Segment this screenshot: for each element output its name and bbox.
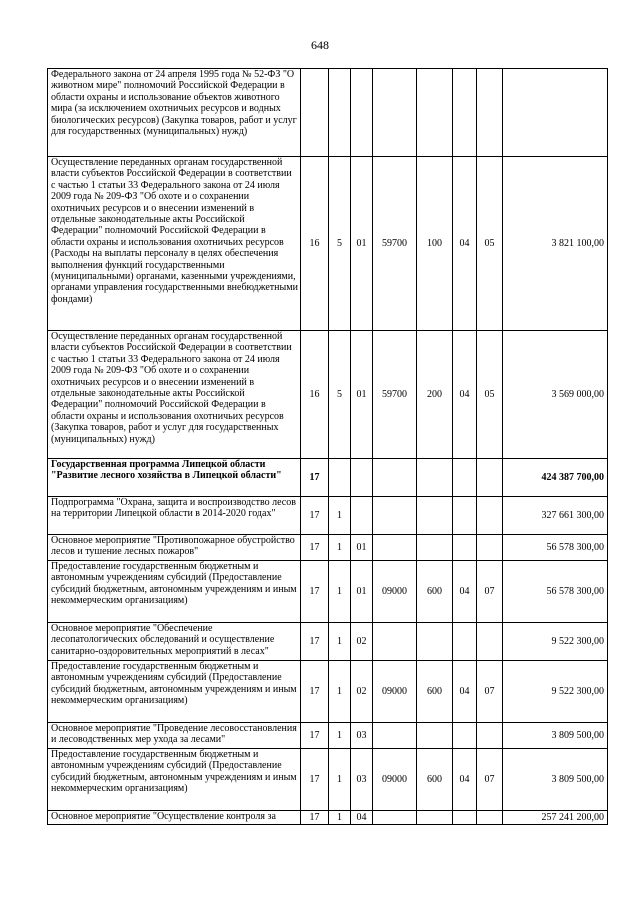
row-amount: 56 578 300,00 bbox=[503, 535, 608, 561]
row-code-c4: 09000 bbox=[373, 561, 417, 623]
row-code-c5 bbox=[417, 69, 453, 157]
row-code-c7: 07 bbox=[477, 561, 503, 623]
row-code-c1: 17 bbox=[301, 749, 329, 811]
row-code-c2: 1 bbox=[329, 749, 351, 811]
row-description: Основное мероприятие "Обеспечение лесопатологических обследований и осуществление санитарно-оздоровительных мероприятий в лесах" bbox=[48, 623, 301, 661]
page-number: 648 bbox=[311, 38, 329, 52]
row-amount: 3 809 500,00 bbox=[503, 749, 608, 811]
row-code-c2: 1 bbox=[329, 561, 351, 623]
row-code-c2: 5 bbox=[329, 157, 351, 331]
row-description: Государственная программа Липецкой области "Развитие лесного хозяйства в Липецкой области" bbox=[48, 459, 301, 497]
row-code-c3 bbox=[351, 497, 373, 535]
row-code-c6 bbox=[453, 497, 477, 535]
row-code-c7 bbox=[477, 69, 503, 157]
row-code-c7: 05 bbox=[477, 331, 503, 459]
row-code-c3: 04 bbox=[351, 811, 373, 825]
row-amount: 327 661 300,00 bbox=[503, 497, 608, 535]
row-code-c6 bbox=[453, 623, 477, 661]
row-code-c3 bbox=[351, 69, 373, 157]
table-row bbox=[48, 811, 608, 825]
row-code-c4 bbox=[373, 459, 417, 497]
row-amount bbox=[503, 69, 608, 157]
row-code-c2: 5 bbox=[329, 331, 351, 459]
row-code-c6 bbox=[453, 535, 477, 561]
row-code-c2: 1 bbox=[329, 497, 351, 535]
row-amount: 3 569 000,00 bbox=[503, 331, 608, 459]
row-amount: 3 821 100,00 bbox=[503, 157, 608, 331]
row-code-c5: 600 bbox=[417, 661, 453, 723]
row-code-c5: 100 bbox=[417, 157, 453, 331]
row-code-c2: 1 bbox=[329, 661, 351, 723]
row-code-c3: 01 bbox=[351, 331, 373, 459]
row-amount: 3 809 500,00 bbox=[503, 723, 608, 749]
row-code-c6 bbox=[453, 69, 477, 157]
row-code-c7 bbox=[477, 623, 503, 661]
table-row bbox=[48, 749, 608, 811]
row-code-c3: 02 bbox=[351, 661, 373, 723]
row-code-c3: 03 bbox=[351, 749, 373, 811]
row-code-c4 bbox=[373, 623, 417, 661]
row-amount: 424 387 700,00 bbox=[503, 459, 608, 497]
row-code-c3: 01 bbox=[351, 157, 373, 331]
row-code-c4 bbox=[373, 723, 417, 749]
row-code-c6 bbox=[453, 459, 477, 497]
row-code-c6 bbox=[453, 811, 477, 825]
row-code-c4 bbox=[373, 497, 417, 535]
row-code-c4 bbox=[373, 535, 417, 561]
row-code-c5: 600 bbox=[417, 561, 453, 623]
row-code-c2: 1 bbox=[329, 535, 351, 561]
row-code-c7 bbox=[477, 497, 503, 535]
row-code-c4: 59700 bbox=[373, 331, 417, 459]
row-code-c1: 17 bbox=[301, 623, 329, 661]
row-code-c1: 17 bbox=[301, 723, 329, 749]
row-code-c6: 04 bbox=[453, 749, 477, 811]
row-code-c2: 1 bbox=[329, 623, 351, 661]
table-row bbox=[48, 331, 608, 459]
row-code-c2: 1 bbox=[329, 723, 351, 749]
row-description: Предоставление государственным бюджетным и автономным учреждениям субсидий (Предоставление субсидий бюджетным, автономным учреждениям и иным некоммерческим организациям) bbox=[48, 749, 301, 811]
row-code-c1: 17 bbox=[301, 661, 329, 723]
table-row bbox=[48, 157, 608, 331]
table-row bbox=[48, 623, 608, 661]
table-row bbox=[48, 497, 608, 535]
table-row bbox=[48, 459, 608, 497]
row-code-c4 bbox=[373, 69, 417, 157]
table-row bbox=[48, 661, 608, 723]
table-row bbox=[48, 535, 608, 561]
row-code-c4: 59700 bbox=[373, 157, 417, 331]
row-code-c5: 600 bbox=[417, 749, 453, 811]
row-code-c2 bbox=[329, 69, 351, 157]
row-code-c1: 16 bbox=[301, 157, 329, 331]
row-code-c1: 17 bbox=[301, 459, 329, 497]
row-code-c3 bbox=[351, 459, 373, 497]
table-row bbox=[48, 561, 608, 623]
row-code-c4 bbox=[373, 811, 417, 825]
row-code-c1: 17 bbox=[301, 497, 329, 535]
row-description: Федерального закона от 24 апреля 1995 года № 52-ФЗ "О животном мире" полномочий Российской Федерации в области охраны и использование объектов животного мира (за исключением охотничьих ресурсов и водных биологических ресурсов) (Закупка товаров, работ и услуг для государственных (муниципальных) нужд) bbox=[48, 69, 301, 157]
row-description: Основное мероприятие "Осуществление контроля за bbox=[48, 811, 301, 825]
row-amount: 56 578 300,00 bbox=[503, 561, 608, 623]
row-code-c1: 17 bbox=[301, 811, 329, 825]
row-code-c1: 17 bbox=[301, 561, 329, 623]
row-code-c5 bbox=[417, 535, 453, 561]
row-description: Основное мероприятие "Проведение лесовосстановления и лесоводственных мер ухода за лесами" bbox=[48, 723, 301, 749]
row-code-c6: 04 bbox=[453, 331, 477, 459]
row-code-c4: 09000 bbox=[373, 661, 417, 723]
row-code-c5 bbox=[417, 497, 453, 535]
row-code-c1 bbox=[301, 69, 329, 157]
row-description: Предоставление государственным бюджетным и автономным учреждениям субсидий (Предоставление субсидий бюджетным, автономным учреждениям и иным некоммерческим организациям) bbox=[48, 561, 301, 623]
row-code-c2 bbox=[329, 459, 351, 497]
row-code-c6: 04 bbox=[453, 157, 477, 331]
row-code-c3: 01 bbox=[351, 561, 373, 623]
row-code-c2: 1 bbox=[329, 811, 351, 825]
row-code-c6: 04 bbox=[453, 661, 477, 723]
row-description: Осуществление переданных органам государственной власти субъектов Российской Федерации в соответствии с частью 1 статьи 33 Федерального закона от 24 июля 2009 года № 209-ФЗ "Об охоте и о сохранении охотничьих ресурсов и о внесении изменений в отдельные законодательные акты Российской Федерации" полномочий Российской Федерации в области охраны и использования охотничьих ресурсов (Расходы на выплаты персоналу в целях обеспечения выполнения функций государственными (муниципальными) органами, казенными учреждениями, органами управления государственными внебюджетными фондами) bbox=[48, 157, 301, 331]
row-code-c5 bbox=[417, 459, 453, 497]
row-code-c4: 09000 bbox=[373, 749, 417, 811]
row-code-c7 bbox=[477, 459, 503, 497]
row-description: Предоставление государственным бюджетным и автономным учреждениям субсидий (Предоставление субсидий бюджетным, автономным учреждениям и иным некоммерческим организациям) bbox=[48, 661, 301, 723]
row-code-c7: 05 bbox=[477, 157, 503, 331]
row-description: Подпрограмма "Охрана, защита и воспроизводство лесов на территории Липецкой области в 2014-2020 годах" bbox=[48, 497, 301, 535]
row-code-c5 bbox=[417, 723, 453, 749]
row-code-c7: 07 bbox=[477, 661, 503, 723]
row-amount: 9 522 300,00 bbox=[503, 661, 608, 723]
row-code-c7 bbox=[477, 723, 503, 749]
row-code-c1: 16 bbox=[301, 331, 329, 459]
row-code-c7 bbox=[477, 811, 503, 825]
budget-table bbox=[47, 68, 608, 825]
table-row bbox=[48, 69, 608, 157]
row-code-c3: 01 bbox=[351, 535, 373, 561]
table-row bbox=[48, 723, 608, 749]
row-code-c7: 07 bbox=[477, 749, 503, 811]
row-code-c1: 17 bbox=[301, 535, 329, 561]
row-code-c6: 04 bbox=[453, 561, 477, 623]
row-code-c5 bbox=[417, 623, 453, 661]
row-amount: 257 241 200,00 bbox=[503, 811, 608, 825]
row-amount: 9 522 300,00 bbox=[503, 623, 608, 661]
row-code-c3: 02 bbox=[351, 623, 373, 661]
row-code-c6 bbox=[453, 723, 477, 749]
row-code-c3: 03 bbox=[351, 723, 373, 749]
row-code-c5: 200 bbox=[417, 331, 453, 459]
row-description: Осуществление переданных органам государственной власти субъектов Российской Федерации в соответствии с частью 1 статьи 33 Федерального закона от 24 июля 2009 года № 209-ФЗ "Об охоте и о сохранении охотничьих ресурсов и о внесении изменений в отдельные законодательные акты Российской Федерации" полномочий Российской Федерации в области охраны и использования охотничьих ресурсов (Закупка товаров, работ и услуг для государственных (муниципальных) нужд) bbox=[48, 331, 301, 459]
row-description: Основное мероприятие "Противопожарное обустройство лесов и тушение лесных пожаров" bbox=[48, 535, 301, 561]
row-code-c7 bbox=[477, 535, 503, 561]
row-code-c5 bbox=[417, 811, 453, 825]
